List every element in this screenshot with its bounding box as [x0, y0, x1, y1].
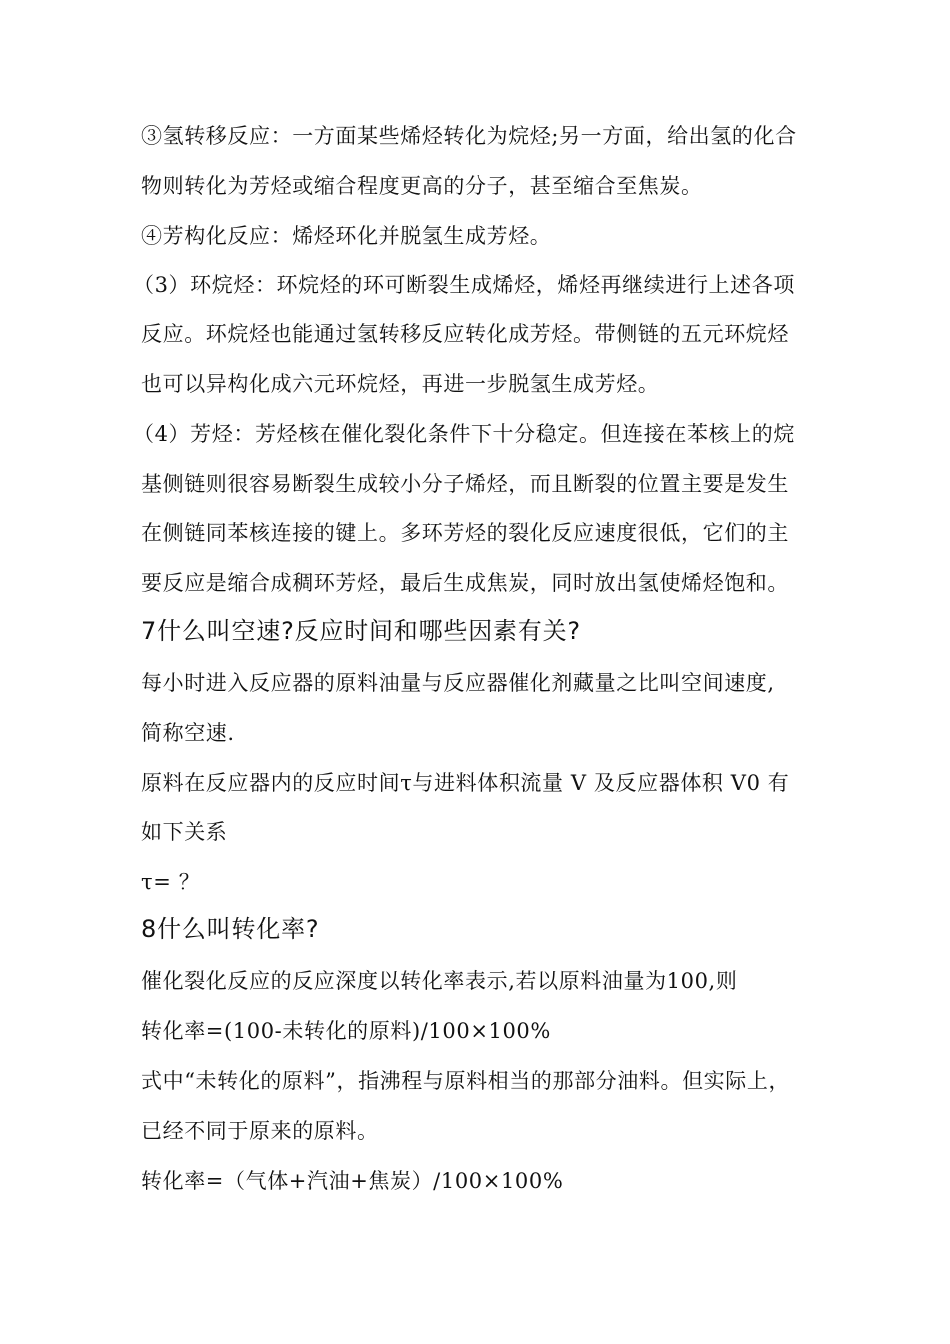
section-heading: 7什么叫空速?反应时间和哪些因素有关? [141, 617, 581, 645]
text-line: ④芳构化反应：烯烃环化并脱氢生成芳烃。 [141, 224, 552, 248]
text-line: 原料在反应器内的反应时间τ与进料体积流量 V 及反应器体积 V0 有 [141, 771, 790, 795]
text-line: 基侧链则很容易断裂生成较小分子烯烃，而且断裂的位置主要是发生 [141, 472, 789, 496]
section-heading: 8什么叫转化率? [141, 915, 320, 943]
text-line: （3）环烷烃：环烷烃的环可断裂生成烯烃，烯烃再继续进行上述各项 [133, 273, 795, 297]
text-line: 要反应是缩合成稠环芳烃，最后生成焦炭，同时放出氢使烯烃饱和。 [141, 571, 789, 595]
text-line: ③氢转移反应：一方面某些烯烃转化为烷烃;另一方面，给出氢的化合 [141, 124, 797, 148]
text-line: 物则转化为芳烃或缩合程度更高的分子，甚至缩合至焦炭。 [141, 174, 703, 198]
text-line: 如下关系 [141, 820, 228, 844]
text-line: 转化率=(100-未转化的原料)/100×100% [141, 1019, 551, 1043]
text-line: 式中“未转化的原料”，指沸程与原料相当的那部分油料。但实际上， [141, 1069, 791, 1093]
text-line: 催化裂化反应的反应深度以转化率表示,若以原料油量为100,则 [141, 969, 738, 993]
formula: τ= ？ [141, 870, 201, 894]
text-line: 反应。环烷烃也能通过氢转移反应转化成芳烃。带侧链的五元环烷烃 [141, 322, 789, 346]
text-line: 已经不同于原来的原料。 [141, 1119, 379, 1143]
text-line: 在侧链同苯核连接的键上。多环芳烃的裂化反应速度很低，它们的主 [141, 521, 789, 545]
text-line: 也可以异构化成六元环烷烃，再进一步脱氢生成芳烃。 [141, 372, 660, 396]
text-line: 简称空速. [141, 721, 235, 745]
text-line: 每小时进入反应器的原料油量与反应器催化剂藏量之比叫空间速度, [141, 671, 775, 695]
text-line: （4）芳烃：芳烃核在催化裂化条件下十分稳定。但连接在苯核上的烷 [133, 422, 795, 446]
text-line: 转化率=（气体+汽油+焦炭）/100×100% [141, 1169, 564, 1193]
